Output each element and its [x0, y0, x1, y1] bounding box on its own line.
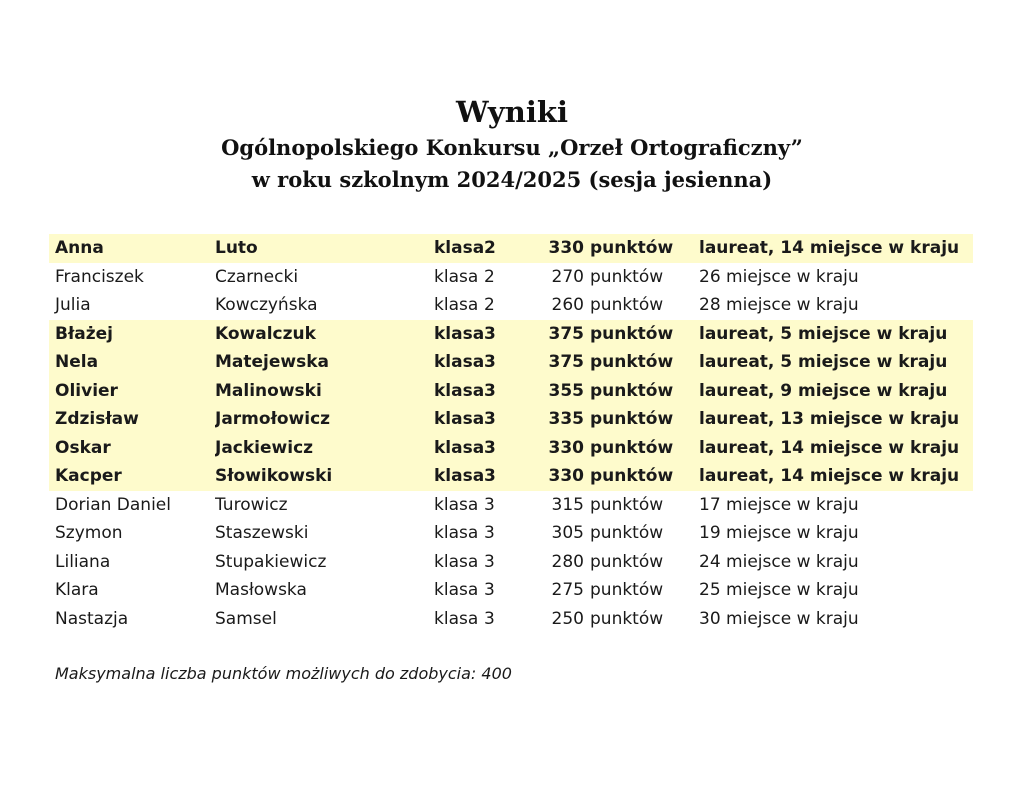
- points-cell: 330: [542, 434, 590, 463]
- first-name-cell: Oskar: [49, 434, 215, 463]
- table-row: [49, 405, 973, 434]
- max-points-note: Maksymalna liczba punktów możliwych do zdobycia: 400: [55, 664, 512, 683]
- first-name-cell: Liliana: [55, 551, 111, 572]
- last-name-cell: Stupakiewicz: [215, 551, 327, 572]
- table-row: [49, 434, 973, 463]
- table-row: [49, 377, 973, 406]
- class-number-cell: 3: [484, 494, 495, 515]
- points-cell: 315: [551, 494, 584, 515]
- last-name-cell: Turowicz: [215, 494, 288, 515]
- first-name-cell: Błażej: [49, 320, 215, 349]
- class-label-cell: klasa: [434, 295, 479, 316]
- class-number-cell: 3: [484, 320, 542, 349]
- title-line-1: Wyniki: [456, 95, 568, 129]
- class-label-cell: klasa: [434, 434, 484, 463]
- result-cell: laureat, 14 miejsce w kraju: [699, 462, 973, 491]
- table-row: [49, 519, 973, 548]
- class-number-cell: 3: [484, 608, 495, 629]
- result-cell: laureat, 13 miejsce w kraju: [699, 405, 973, 434]
- points-unit-cell: punktów: [590, 462, 699, 491]
- first-name-cell: Nastazja: [55, 608, 129, 629]
- class-label-cell: klasa: [434, 580, 479, 601]
- result-cell: 19 miejsce w kraju: [699, 523, 859, 544]
- points-unit-cell: punktów: [590, 234, 699, 263]
- points-cell: 270: [551, 266, 584, 287]
- points-cell: 330: [542, 462, 590, 491]
- last-name-cell: Kowalczuk: [215, 320, 434, 349]
- class-label-cell: klasa: [434, 523, 479, 544]
- class-label-cell: klasa: [434, 551, 479, 572]
- class-number-cell: 3: [484, 434, 542, 463]
- class-label-cell: klasa: [434, 462, 484, 491]
- result-cell: laureat, 5 miejsce w kraju: [699, 320, 973, 349]
- points-unit-cell: punktów: [590, 266, 664, 287]
- table-row: [49, 491, 973, 520]
- table-row: [49, 234, 973, 263]
- points-unit-cell: punktów: [590, 494, 664, 515]
- class-number-cell: 3: [484, 523, 495, 544]
- last-name-cell: Czarnecki: [215, 266, 299, 287]
- class-number-cell: 3: [484, 580, 495, 601]
- last-name-cell: Malinowski: [215, 377, 434, 406]
- result-cell: 28 miejsce w kraju: [699, 295, 859, 316]
- table-row: [49, 548, 973, 577]
- class-label-cell: klasa: [434, 320, 484, 349]
- title-line-3: w roku szkolnym 2024/2025 (sesja jesienna): [251, 167, 773, 192]
- first-name-cell: Olivier: [49, 377, 215, 406]
- first-name-cell: Klara: [55, 580, 99, 601]
- class-label-cell: klasa: [434, 348, 484, 377]
- points-unit-cell: punktów: [590, 551, 664, 572]
- points-unit-cell: punktów: [590, 523, 664, 544]
- last-name-cell: Luto: [215, 234, 434, 263]
- class-number-cell: 3: [484, 462, 542, 491]
- class-number-cell: 3: [484, 551, 495, 572]
- class-label-cell: klasa: [434, 608, 479, 629]
- results-table: [49, 234, 973, 633]
- points-cell: 305: [551, 523, 584, 544]
- points-unit-cell: punktów: [590, 405, 699, 434]
- result-cell: 17 miejsce w kraju: [699, 494, 859, 515]
- last-name-cell: Matejewska: [215, 348, 434, 377]
- points-cell: 375: [542, 320, 590, 349]
- title-line-2: Ogólnopolskiego Konkursu „Orzeł Ortograficzny”: [221, 135, 803, 160]
- results-body: [49, 234, 973, 633]
- result-cell: 26 miejsce w kraju: [699, 266, 859, 287]
- last-name-cell: Słowikowski: [215, 462, 434, 491]
- points-unit-cell: punktów: [590, 377, 699, 406]
- class-number-cell: 3: [484, 405, 542, 434]
- first-name-cell: Kacper: [49, 462, 215, 491]
- points-cell: 260: [551, 295, 584, 316]
- class-label-cell: klasa: [434, 405, 484, 434]
- first-name-cell: Szymon: [55, 523, 123, 544]
- result-cell: 25 miejsce w kraju: [699, 580, 859, 601]
- points-cell: 280: [551, 551, 584, 572]
- first-name-cell: Dorian Daniel: [55, 494, 171, 515]
- points-unit-cell: punktów: [590, 295, 664, 316]
- last-name-cell: Jarmołowicz: [215, 405, 434, 434]
- class-number-cell: 3: [484, 348, 542, 377]
- points-unit-cell: punktów: [590, 320, 699, 349]
- last-name-cell: Jackiewicz: [215, 434, 434, 463]
- first-name-cell: Anna: [49, 234, 215, 263]
- points-cell: 250: [551, 608, 584, 629]
- result-cell: 24 miejsce w kraju: [699, 551, 859, 572]
- result-cell: laureat, 14 miejsce w kraju: [699, 234, 973, 263]
- result-cell: 30 miejsce w kraju: [699, 608, 859, 629]
- class-number-cell: 2: [484, 295, 495, 316]
- last-name-cell: Masłowska: [215, 580, 307, 601]
- last-name-cell: Samsel: [215, 608, 277, 629]
- table-row: [49, 462, 973, 491]
- first-name-cell: Julia: [55, 295, 91, 316]
- result-cell: laureat, 9 miejsce w kraju: [699, 377, 973, 406]
- class-label-cell: klasa: [434, 234, 484, 263]
- points-unit-cell: punktów: [590, 580, 664, 601]
- points-cell: 355: [542, 377, 590, 406]
- document-title-block: [0, 92, 1024, 196]
- table-row: [49, 348, 973, 377]
- points-cell: 330: [542, 234, 590, 263]
- first-name-cell: Zdzisław: [49, 405, 215, 434]
- table-row: [49, 576, 973, 605]
- class-number-cell: 3: [484, 377, 542, 406]
- result-cell: laureat, 14 miejsce w kraju: [699, 434, 973, 463]
- class-number-cell: 2: [484, 266, 495, 287]
- last-name-cell: Staszewski: [215, 523, 309, 544]
- table-row: [49, 291, 973, 320]
- class-label-cell: klasa: [434, 377, 484, 406]
- first-name-cell: Franciszek: [55, 266, 144, 287]
- points-cell: 275: [551, 580, 584, 601]
- points-unit-cell: punktów: [590, 608, 664, 629]
- table-row: [49, 263, 973, 292]
- points-cell: 335: [542, 405, 590, 434]
- first-name-cell: Nela: [49, 348, 215, 377]
- table-row: [49, 605, 973, 634]
- points-cell: 375: [542, 348, 590, 377]
- result-cell: laureat, 5 miejsce w kraju: [699, 348, 973, 377]
- last-name-cell: Kowczyńska: [215, 295, 318, 316]
- class-number-cell: 2: [484, 234, 542, 263]
- class-label-cell: klasa: [434, 494, 479, 515]
- table-row: [49, 320, 973, 349]
- points-unit-cell: punktów: [590, 348, 699, 377]
- points-unit-cell: punktów: [590, 434, 699, 463]
- class-label-cell: klasa: [434, 266, 479, 287]
